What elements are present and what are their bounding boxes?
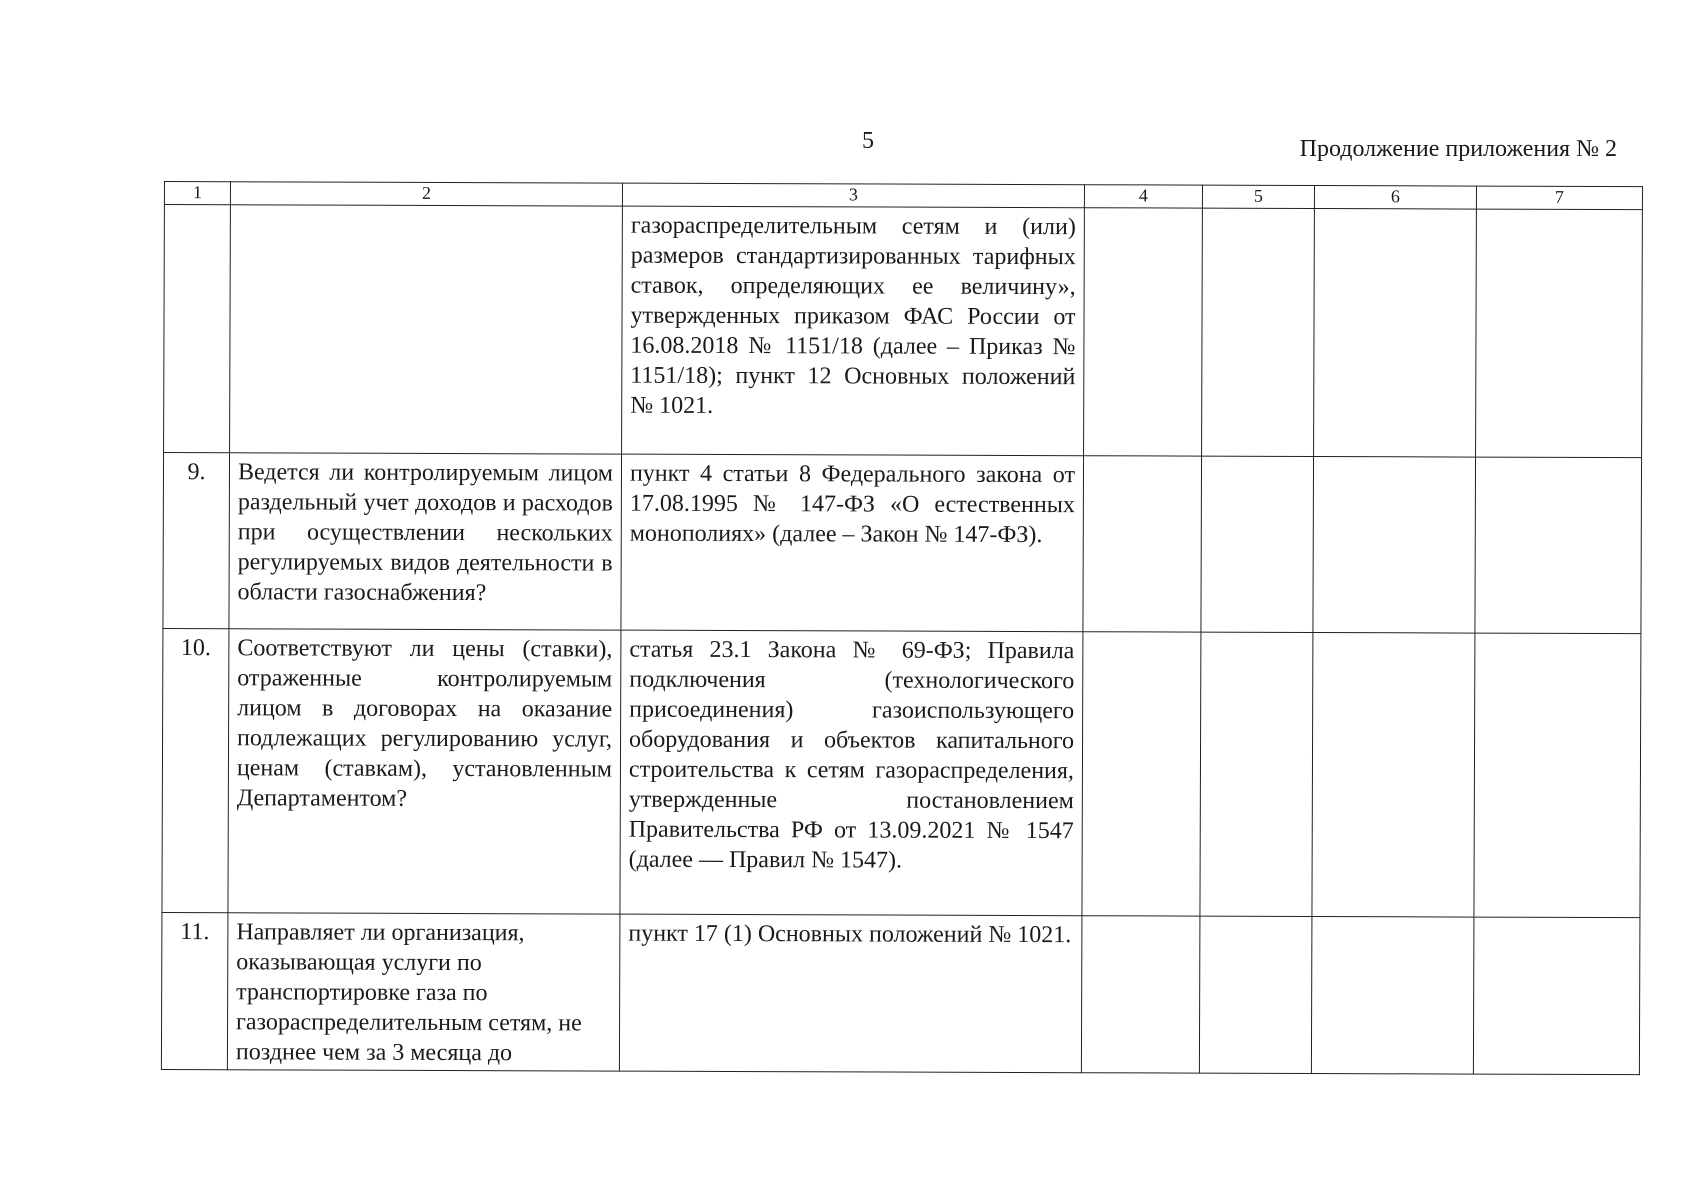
empty-cell bbox=[1474, 633, 1641, 918]
question-cell bbox=[230, 205, 623, 454]
question-cell: Соответствуют ли цены (ставки), отраженные контролируемым лицом в договорах на оказание подлежащих регулированию услуг, ценам (ставкам), установленным Департаментом? bbox=[228, 629, 621, 914]
empty-cell bbox=[1473, 917, 1640, 1075]
empty-cell bbox=[1314, 209, 1477, 458]
column-header: 3 bbox=[622, 183, 1084, 208]
empty-cell bbox=[1081, 916, 1200, 1073]
table-row bbox=[163, 453, 1642, 634]
empty-cell bbox=[1201, 456, 1314, 632]
column-header: 4 bbox=[1084, 185, 1202, 208]
row-number: 11. bbox=[161, 912, 228, 1069]
empty-cell bbox=[1312, 633, 1475, 918]
table-row bbox=[162, 628, 1641, 917]
empty-cell bbox=[1083, 456, 1202, 632]
table-row bbox=[161, 912, 1640, 1074]
column-header: 6 bbox=[1314, 186, 1476, 210]
empty-cell bbox=[1082, 632, 1201, 916]
empty-cell bbox=[1313, 457, 1476, 634]
question-cell: Направляет ли организация, оказывающая услуги по транспортировке газа по газораспределительным сетям, не позднее чем за 3 месяца до bbox=[227, 913, 620, 1071]
row-number: 9. bbox=[163, 453, 230, 629]
empty-cell bbox=[1475, 457, 1642, 634]
empty-cell bbox=[1200, 632, 1313, 916]
empty-cell bbox=[1199, 916, 1312, 1073]
requirements-table bbox=[161, 181, 1643, 1075]
empty-cell bbox=[1202, 208, 1315, 456]
column-header: 7 bbox=[1476, 186, 1642, 210]
row-number: 10. bbox=[162, 628, 229, 912]
question-cell: Ведется ли контролируемым лицом раздельный учет доходов и расходов при осуществлении нескольких регулируемых видов деятельности в области газоснабжения? bbox=[229, 453, 622, 630]
column-header: 1 bbox=[164, 182, 230, 205]
column-header: 5 bbox=[1202, 185, 1314, 208]
row-number bbox=[164, 205, 231, 453]
table-row bbox=[164, 205, 1643, 458]
basis-cell: газораспределительным сетям и (или) размеров стандартизированных тарифных ставок, определяющих ее величину», утвержденных приказом ФАС России от 16.08.2018 № 1151/18 (далее – Приказ № 1151/18); пункт 12 Основных положений № 1021. bbox=[622, 206, 1085, 456]
column-header: 2 bbox=[230, 182, 622, 206]
empty-cell bbox=[1084, 208, 1203, 456]
basis-cell: пункт 4 статьи 8 Федерального закона от 17.08.1995 № 147-ФЗ «О естественных монополиях» (далее – Закон № 147-ФЗ). bbox=[621, 454, 1084, 632]
continuation-label: Продолжение приложения № 2 bbox=[1299, 136, 1617, 162]
empty-cell bbox=[1311, 917, 1474, 1075]
basis-cell: пункт 17 (1) Основных положений № 1021. bbox=[619, 914, 1082, 1073]
empty-cell bbox=[1476, 209, 1643, 458]
basis-cell: статья 23.1 Закона № 69-ФЗ; Правила подключения (технологического присоединения) газоиспользующего оборудования и объектов капитального строительства к сетям газораспределения, утвержденные постановлением Правительства РФ от 13.09.2021 № 1547 (далее — Правил № 1547). bbox=[620, 630, 1083, 916]
page-number: 5 bbox=[862, 128, 874, 154]
